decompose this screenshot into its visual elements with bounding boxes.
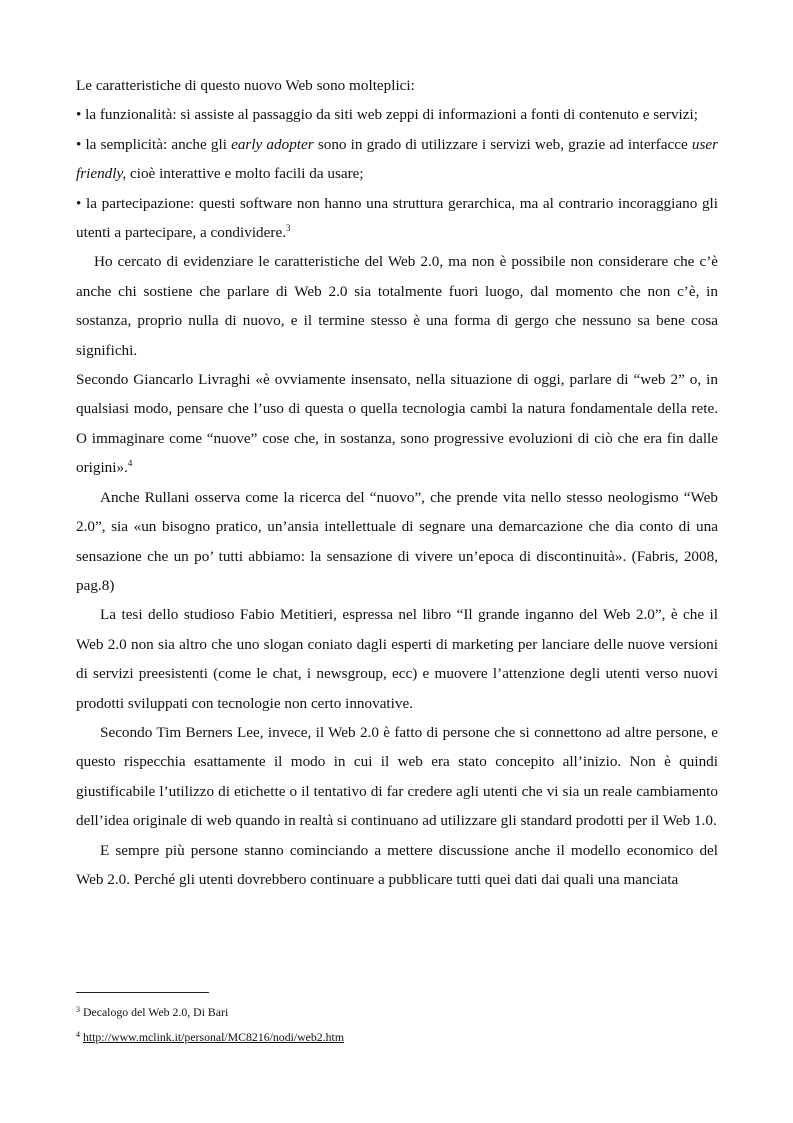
body-text (76, 71, 718, 894)
footnote-4 (76, 1025, 718, 1050)
paragraph-web20-critique: Ho cercato di evidenziare le caratteristiche del Web 2.0, ma non è possibile non considerare che c’è anche chi sostiene che parlare di Web 2.0 sia totalmente fuori luogo, dal momento che non c’è, in sostanza, proprio nulla di nuovo, e il termine stesso è una forma di gergo che nessuno sa bene cosa significhi. (76, 253, 718, 359)
paragraph-metitieri: La tesi dello studioso Fabio Metitieri, espressa nel libro “Il grande inganno del Web 2.0”, è che il Web 2.0 non sia altro che uno slogan coniato dagli esperti di marketing per lanciare delle nuove versioni di servizi preesistenti (come le chat, i newsgroup, ecc) e muovere l’attenzione degli utenti verso nuovi prodotti sviluppati con tecnologie non certo innovative. (76, 606, 718, 712)
footnote-link[interactable]: http://www.mclink.it/personal/MC8216/nodi/web2.htm (82, 1030, 344, 1044)
footnotes (76, 1000, 718, 1050)
paragraph-livraghi (76, 365, 718, 483)
paragraph-berners-lee: Secondo Tim Berners Lee, invece, il Web 2.0 è fatto di persone che si connettono ad altre persone, e questo rispecchia esattamente il modo in cui il web era stato concepito all’inizio. Non è quindi giustificabile l’utilizzo di etichette o il tentativo di far credere agli utenti che vi sia un reale cambiamento dell’idea originale di web quando in realtà si continuano ad utilizzare gli standard prodotti per il Web 1.0. (76, 723, 718, 830)
bullet-text: • la partecipazione: questi software non hanno una struttura gerarchica, ma al contrario incoraggiano gli utenti a partecipare, a condividere. (76, 194, 718, 242)
footnote-ref-4[interactable]: 4 (127, 458, 133, 469)
bullet-text-part: sono in grado di utilizzare i servizi web, grazie ad interfacce (313, 135, 692, 153)
footnote-number: 3 (76, 1005, 80, 1014)
bullet-funzionalita: • la funzionalità: si assiste al passaggio da siti web zeppi di informazioni a fonti di contenuto e servizi; (76, 106, 698, 124)
paragraph-economic-model: E sempre più persone stanno cominciando a mettere discussione anche il modello economico del Web 2.0. Perché gli utenti dovrebbero continuare a pubblicare tutti quei dati dai quali una manciata (76, 841, 718, 888)
bullet-text-part: • la semplicità: anche gli (76, 135, 232, 153)
footnote-number: 4 (76, 1030, 80, 1039)
footnote-divider (76, 992, 209, 993)
italic-term-early-adopter: early adopter (231, 135, 314, 153)
paragraph-rullani: Anche Rullani osserva come la ricerca del “nuovo”, che prende vita nello stesso neologismo “Web 2.0”, sia «un bisogno pratico, un’ansia intellettuale di segnare una demarcazione che dia conto di una sensazione che un po’ tutti abbiamo: la sensazione di vivere un’epoca di discontinuità». (Fabris, 2008, pag.8) (76, 488, 718, 594)
bullet-text-part: cioè interattive e molto facili da usare; (126, 165, 364, 183)
paragraph-intro: Le caratteristiche di questo nuovo Web sono molteplici: (76, 77, 415, 94)
bullet-semplicita (76, 130, 718, 189)
footnote-3 (76, 1000, 718, 1025)
bullet-partecipazione (76, 189, 718, 248)
paragraph-text: Secondo Giancarlo Livraghi «è ovviamente insensato, nella situazione di oggi, parlare di “web 2” o, in qualsiasi modo, pensare che l’uso di questa o quella tecnologia cambi la natura fondamentale della rete. O immaginare come “nuove” cose che, in sostanza, sono progressive evoluzioni di ciò che era fin dalle origini». (76, 371, 718, 477)
footnote-ref-3[interactable]: 3 (286, 223, 291, 234)
footnote-text: Decalogo del Web 2.0, Di Bari (82, 1005, 229, 1019)
italic-term-user-friendly: user friendly, (76, 135, 719, 183)
